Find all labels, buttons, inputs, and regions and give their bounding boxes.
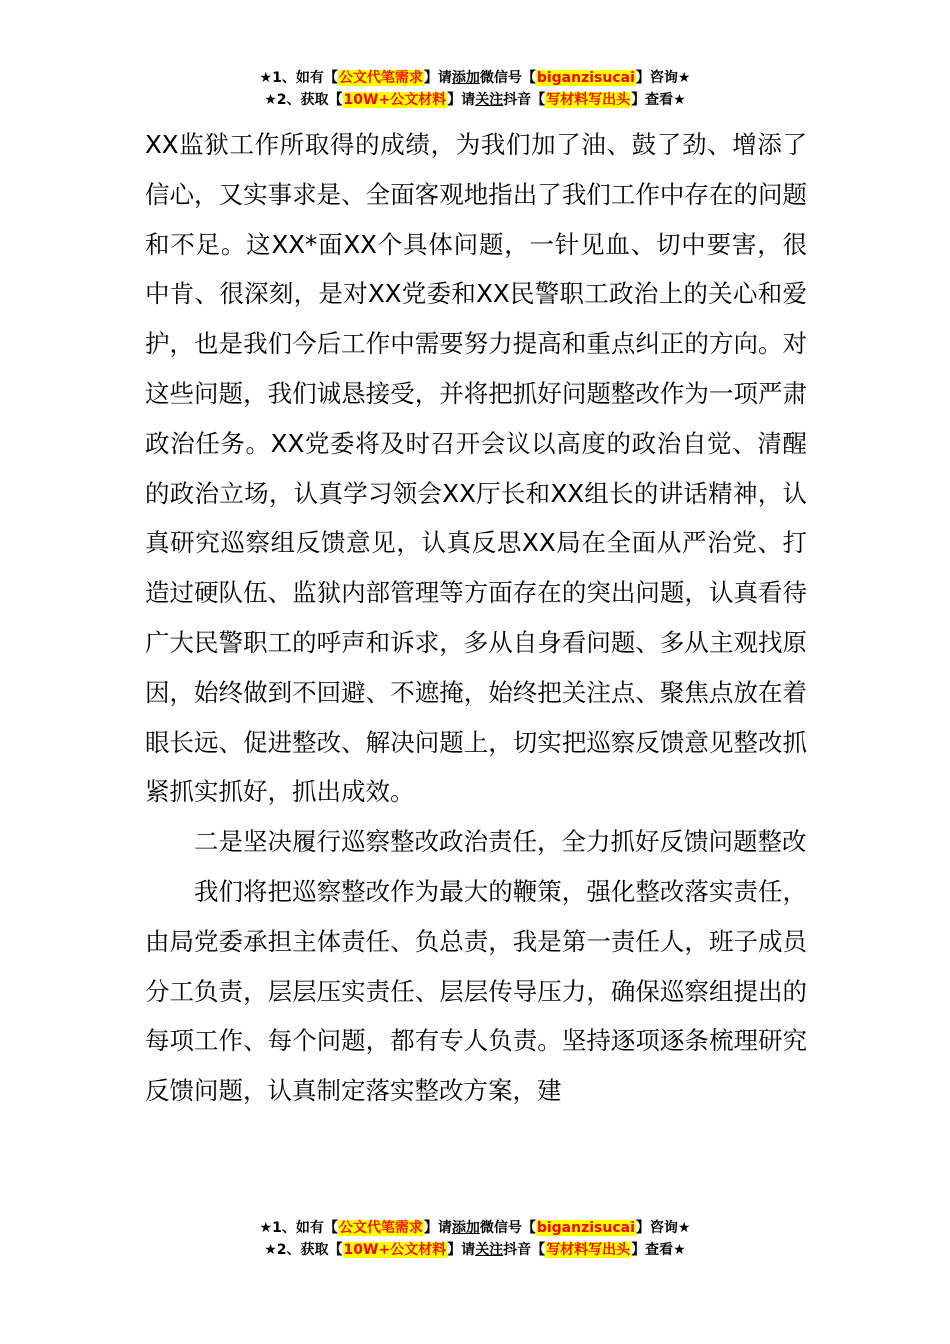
paragraph-rectification: 我们将把巡察整改作为最大的鞭策，强化整改落实责任，由局党委承担主体责任、负总责，我是第一责任人，班子成员分工负责，层层压实责任、层层传导压力，确保巡察组提出的每项工作、每个问题，都有专人负责。坚持逐项逐条梳理研究反馈问题，认真制定落实整改方案，建 [145, 876, 807, 1106]
banner-text: ★2、获取【 [264, 92, 343, 108]
banner-text: 微信号【 [479, 70, 536, 86]
banner-text: ★1、如有【 [259, 1220, 338, 1236]
banner-text: 抖音【 [503, 92, 546, 108]
highlight-materials: 10W+公文材料 [343, 92, 447, 108]
banner-text: 】请 [423, 70, 452, 86]
highlight-wechat-id: biganzisucai [536, 70, 635, 86]
footer-banner [0, 1218, 950, 1262]
banner-underlined-text: 关注 [475, 1242, 504, 1258]
banner-text: 】请 [447, 1242, 476, 1258]
header-banner [0, 68, 950, 112]
banner-text: 】查看★ [631, 1242, 686, 1258]
banner-text: 】查看★ [631, 92, 686, 108]
banner-text: 】咨询★ [635, 70, 691, 86]
banner-underlined-text: 添加 [451, 1220, 480, 1236]
banner-text: 微信号【 [479, 1220, 536, 1236]
highlight-wechat-id: biganzisucai [536, 1220, 635, 1236]
banner-text: ★2、获取【 [264, 1242, 343, 1258]
banner-line-1 [0, 68, 950, 90]
highlight-service: 公文代笔需求 [338, 1220, 423, 1236]
banner-line-2 [0, 1240, 950, 1262]
banner-text: 】请 [423, 1220, 452, 1236]
banner-text: ★1、如有【 [259, 70, 338, 86]
banner-line-2 [0, 90, 950, 112]
paragraph-achievements: XX监狱工作所取得的成绩，为我们加了油、鼓了劲、增添了信心，又实事求是、全面客观地指出了我们工作中存在的问题和不足。这XX*面XX个具体问题，一针见血、切中要害，很中肯、很深刻，是对XX党委和XX民警职工政治上的关心和爱护，也是我们今后工作中需要努力提高和重点纠正的方向。对这些问题，我们诚恳接受，并将把抓好问题整改作为一项严肃政治任务。XX党委将及时召开会议以高度的政治自觉、清醒的政治立场，认真学习领会XX厅长和XX组长的讲话精神，认真研究巡察组反馈意见，认真反思XX局在全面从严治党、打造过硬队伍、监狱内部管理等方面存在的突出问题，认真看待广大民警职工的呼声和诉求，多从自身看问题、多从主观找原因，始终做到不回避、不遮掩，始终把关注点、聚焦点放在着眼长远、促进整改、解决问题上，切实把巡察反馈意见整改抓紧抓实抓好，抓出成效。 [145, 130, 807, 807]
highlight-service: 公文代笔需求 [338, 70, 423, 86]
section-heading-2: 二是坚决履行巡察整改政治责任，全力抓好反馈问题整改 [194, 827, 807, 857]
banner-text: 】咨询★ [635, 1220, 691, 1236]
highlight-materials: 10W+公文材料 [343, 1242, 447, 1258]
banner-text: 抖音【 [503, 1242, 546, 1258]
highlight-douyin-account: 写材料写出头 [546, 92, 631, 108]
banner-text: 】请 [447, 92, 476, 108]
highlight-douyin-account: 写材料写出头 [546, 1242, 631, 1258]
document-body [145, 120, 807, 1116]
banner-underlined-text: 添加 [451, 70, 480, 86]
banner-line-1 [0, 1218, 950, 1240]
banner-underlined-text: 关注 [475, 92, 504, 108]
